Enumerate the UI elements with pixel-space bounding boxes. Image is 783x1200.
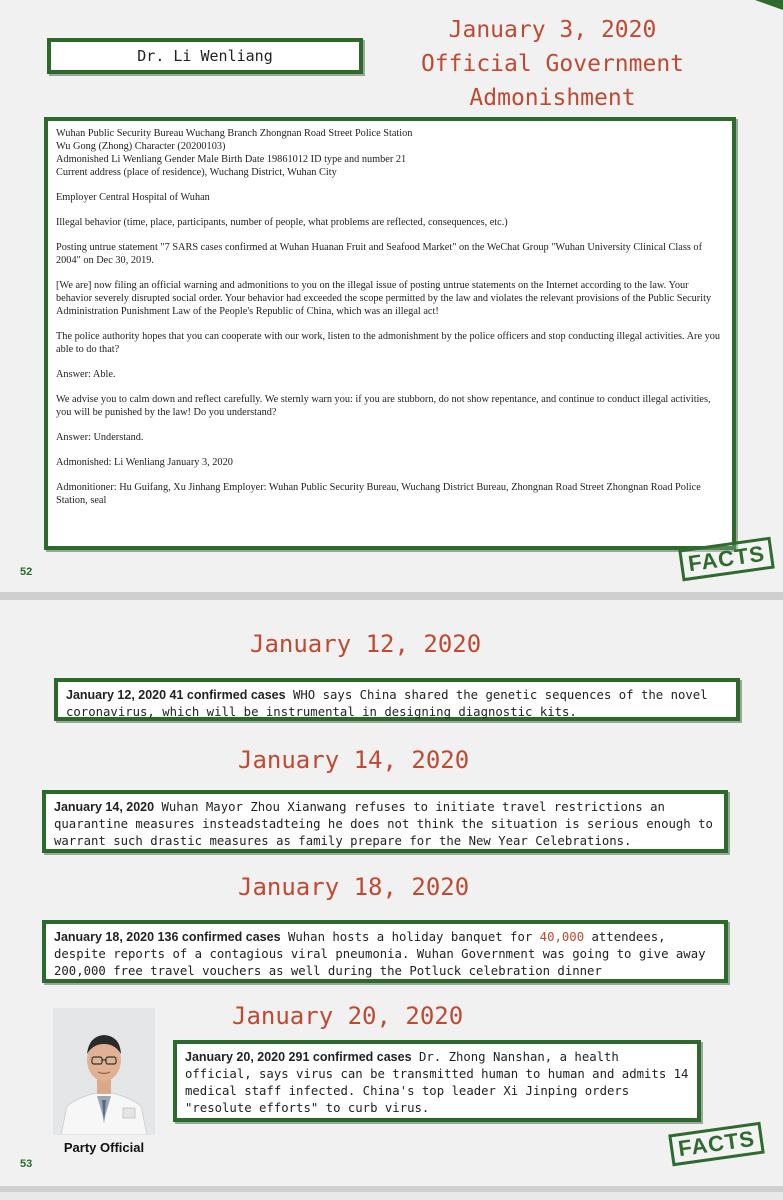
- date-title: January 20, 2020: [232, 1002, 464, 1030]
- document-paragraph: Admonished: Li Wenliang January 3, 2020: [56, 457, 233, 468]
- page-number: 52: [20, 566, 33, 578]
- date-title: January 18, 2020: [238, 873, 470, 901]
- document-paragraph: Posting untrue statement "7 SARS cases confirmed at Wuhan Huanan Fruit and Seafood Market" on the WeChat Group "Wuhan University Clinical Class of 2004" on Dec 30, 2019.: [56, 242, 703, 266]
- name-label-box: [47, 38, 363, 74]
- slide-54-edge: [0, 1192, 783, 1200]
- date-title: January 12, 2020: [250, 630, 482, 658]
- event-text: WHO says China shared the genetic sequences of the novel coronavirus, which will be instrumental in designing diagnostic kits.: [66, 688, 708, 719]
- event-text: Wuhan hosts a holiday banquet for: [280, 930, 540, 944]
- header-line: Wuhan Public Security Bureau Wuchang Branch Zhongnan Road Street Police Station: [56, 128, 413, 139]
- title-date: January 3, 2020: [448, 17, 657, 43]
- event-text: attendees, despite reports of a contagious viral pneumonia. Wuhan Government was going to give away 200,000 free travel vouchers as well during the Potluck celebration dinner: [54, 930, 706, 978]
- event-lead: January 18, 2020 136 confirmed cases: [54, 930, 281, 944]
- document-header: [56, 127, 724, 179]
- event-lead: January 12, 2020 41 confirmed cases: [66, 688, 286, 702]
- slide-title: [400, 18, 705, 120]
- corner-tab: [755, 0, 783, 10]
- title-line-3: Admonishment: [469, 85, 636, 111]
- facts-stamp: FACTS: [678, 537, 775, 582]
- event-box: [54, 678, 740, 721]
- party-official-photo: [53, 1008, 155, 1135]
- event-text: Wuhan Mayor Zhou Xianwang refuses to initiate travel restrictions an quarantine measures insteadstadteing he does not think the situation is serious enough to warrant such drastic measures as family prepare for the New Year Celebrations.: [54, 800, 713, 848]
- admonishment-document: [44, 117, 736, 550]
- document-paragraph: [We are] now filing an official warning and admonitions to you on the illegal issue of posting untrue statements on the Internet according to the law. Your behavior severely disrupted social order. Your behavior had exceeded the scope permitted by the law and violates the relevant provisions of the Public Security Administration Punishment Law of the People's Republic of China, which was an illegal act!: [56, 280, 712, 317]
- event-box: [173, 1040, 701, 1122]
- attendee-count: 40,000: [539, 930, 585, 944]
- portrait-illustration: [53, 1008, 155, 1135]
- title-line-2: Official Government: [420, 51, 685, 77]
- name-label: Dr. Li Wenliang: [137, 47, 273, 65]
- event-text: Dr. Zhong Nanshan, a health official, says virus can be transmitted human to human and admits 14 medical staff infected. China's top leader Xi Jinping orders "resolute efforts" to curb virus.: [185, 1050, 689, 1115]
- event-lead: January 20, 2020 291 confirmed cases: [185, 1050, 412, 1064]
- page-number: 53: [20, 1158, 33, 1170]
- document-paragraph: Answer: Able.: [56, 369, 116, 380]
- photo-caption: Party Official: [63, 1140, 145, 1155]
- event-box: [42, 920, 728, 983]
- document-paragraph: Admonitioner: Hu Guifang, Xu Jinhang Employer: Wuhan Public Security Bureau, Wuchang District Bureau, Zhongnan Road Street Zhongnan Road Police Station, seal: [56, 482, 701, 506]
- header-line: Current address (place of residence), Wuchang District, Wuhan City: [56, 167, 337, 178]
- document-paragraph: We advise you to calm down and reflect carefully. We sternly warn you: if you are stubborn, do not show repentance, and continue to conduct illegal activities, you will be punished by the law! Do you understand?: [56, 394, 711, 418]
- header-line: Admonished Li Wenliang Gender Male Birth Date 19861012 ID type and number 21: [56, 154, 407, 165]
- document-paragraph: Answer: Understand.: [56, 432, 144, 443]
- date-title: January 14, 2020: [238, 746, 470, 774]
- event-lead: January 14, 2020: [54, 800, 155, 814]
- event-box: [42, 790, 728, 853]
- document-paragraph: Illegal behavior (time, place, participants, number of people, what problems are reflected, consequences, etc.): [56, 217, 508, 228]
- header-line: Wu Gong (Zhong) Character (20200103): [56, 141, 226, 152]
- facts-stamp: FACTS: [668, 1122, 765, 1167]
- document-paragraph: Employer Central Hospital of Wuhan: [56, 192, 210, 203]
- document-paragraph: The police authority hopes that you can cooperate with our work, listen to the admonishment by the police officers and stop conducting illegal activities. Are you able to do that?: [56, 331, 721, 355]
